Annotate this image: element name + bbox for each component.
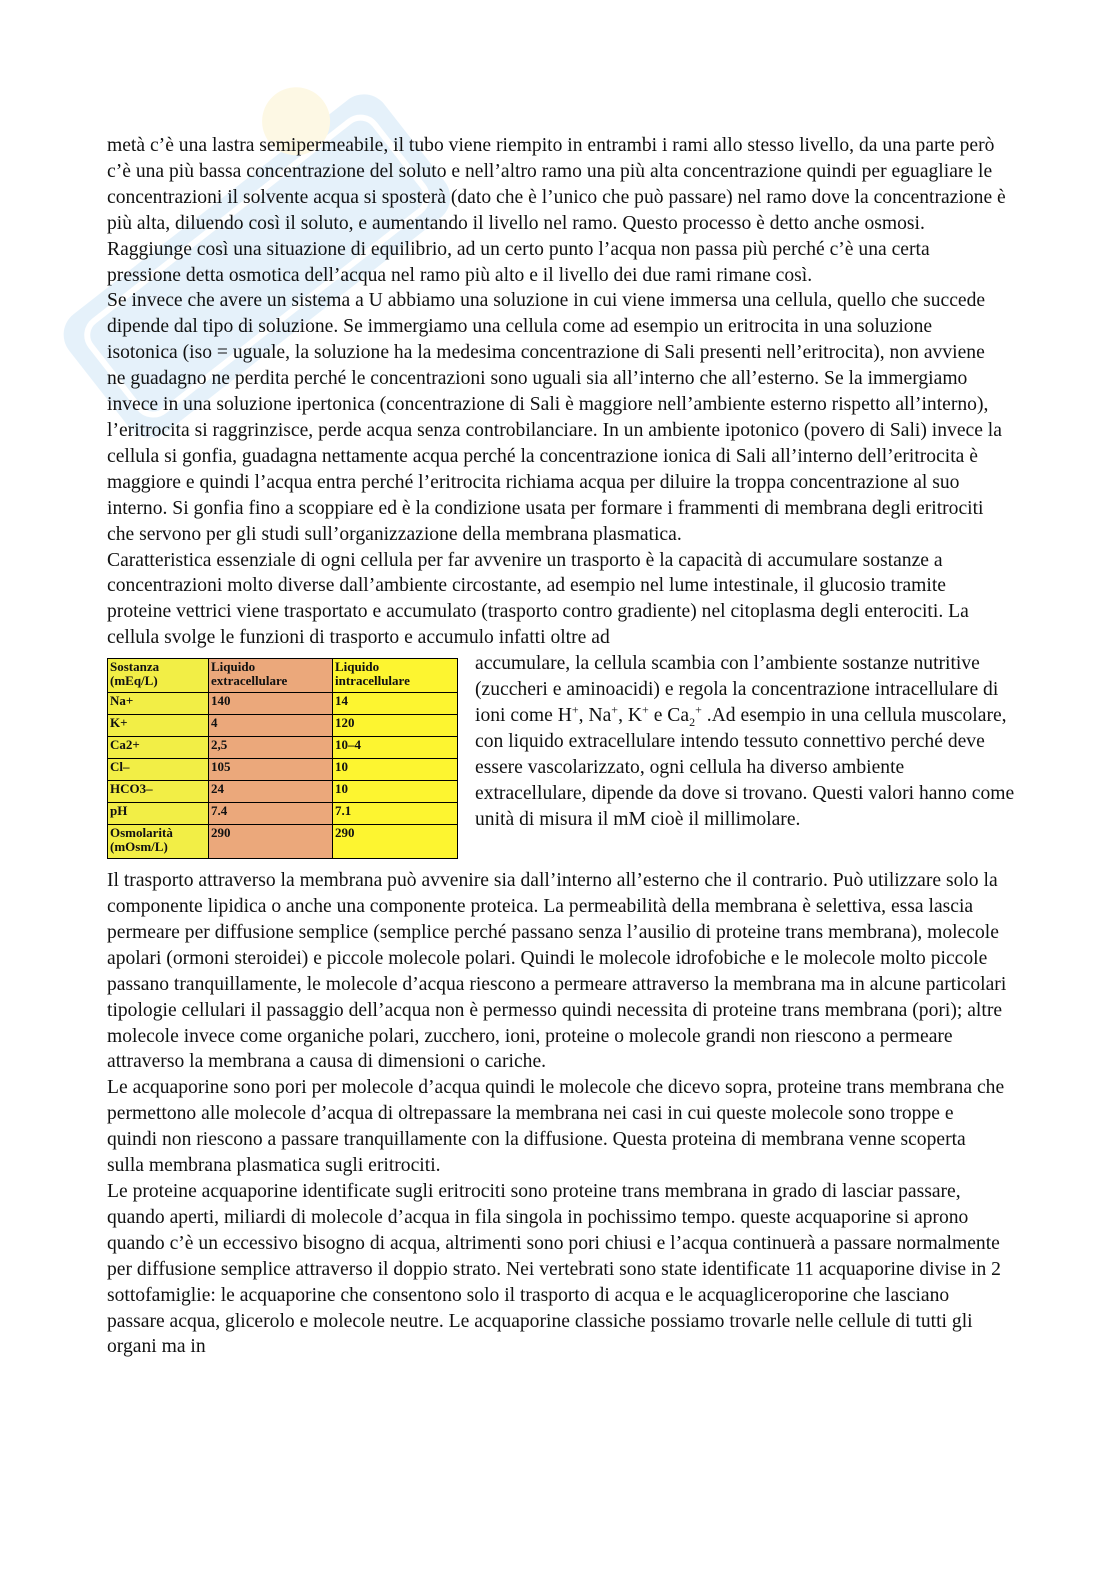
table-cell: 120 (333, 715, 458, 737)
table-row (108, 759, 458, 781)
table-cell: pH (108, 803, 209, 825)
table-cell: K+ (108, 715, 209, 737)
document-page (107, 133, 1015, 1360)
table-cell: 10 (333, 781, 458, 803)
text-segment: accumulare, la cellula scambia con l’ambiente sostanze nutritive (zuccheri e aminoacidi) e regola la concentrazione intracellulare di ioni come H (475, 653, 999, 726)
table-side-text (475, 651, 1015, 832)
table-row (108, 737, 458, 759)
table-cell: 4 (209, 715, 333, 737)
text-segment: , K (618, 704, 643, 726)
table-cell: HCO3– (108, 781, 209, 803)
table-cell: 140 (209, 693, 333, 715)
table-cell: 24 (209, 781, 333, 803)
paragraph-soluzioni: Se invece che avere un sistema a U abbiamo una soluzione in cui viene immersa una cellula, quello che succede dipende dal tipo di soluzione. Se immergiamo una cellula come ad esempio un eritrocita in una soluzione isotonica (iso = uguale, la soluzione ha la medesima concentrazione di Sali presenti nell’eritrocita), non avviene ne guadagno ne perdita perché le concentrazioni sono uguali sia all’interno che all’esterno. Se la immergiamo invece in una soluzione ipertonica (concentrazione di Sali è maggiore nell’ambiente esterno rispetto all’interno), l’eritrocita si raggrinzisce, perde acqua senza controbilanciare. In un ambiente ipotonico (povero di Sali) invece la cellula si gonfia, guadagna nettamente acqua perché la concentrazione ionica di Sali all’interno dell’eritrocita è maggiore e quindi l’acqua entra perché l’eritrocita richiama acqua per diluire la troppa concentrazione al suo interno. Si gonfia fino a scoppiare ed è la condizione usata per formare i frammenti di membrana degli eritrociti che servono per gli studi sull’organizzazione della membrana plasmatica. (107, 290, 1002, 545)
table-cell: 7.1 (333, 803, 458, 825)
table-cell: 10–4 (333, 737, 458, 759)
table-with-text (107, 651, 1015, 868)
table-cell: Cl– (108, 759, 209, 781)
superscript: + (611, 702, 619, 717)
table-row (108, 781, 458, 803)
table-cell: 290 (333, 825, 458, 859)
concentration-table (107, 658, 458, 859)
text-segment: e Ca (648, 704, 690, 726)
paragraph-acquaporine-eritrociti: Le proteine acquaporine identificate sugli eritrociti sono proteine trans membrana in grado di lasciar passare, quando aperti, miliardi di molecole d’acqua in fila singola in pochissimo tempo. queste acquaporine si aprono quando c’è un eccessivo bisogno di acqua, altrimenti sono pori chiusi e l’acqua continuerà a passare normalmente per diffusione semplice attraverso il doppio strato. Nei vertebrati sono state identificate 11 acquaporine divise in 2 sottofamiglie: le acquaporine che consentono solo il trasporto di acqua e le acquagliceroporine che lasciano passare acqua, glicerolo e molecole neutre. Le acquaporine classiche possiamo trovarle nelle cellule di tutti gli organi ma in (107, 1181, 1001, 1358)
table-cell: 14 (333, 693, 458, 715)
table-row (108, 825, 458, 859)
subscript: 2 (689, 714, 696, 729)
superscript: + (571, 702, 579, 717)
table-cell: 10 (333, 759, 458, 781)
table-header-row (108, 659, 458, 693)
table-cell: Ca2+ (108, 737, 209, 759)
table-header-cell: Liquido intracellulare (333, 659, 458, 693)
table-cell: 2,5 (209, 737, 333, 759)
table-row (108, 693, 458, 715)
paragraph-trasporto: Caratteristica essenziale di ogni cellula per far avvenire un trasporto è la capacità di accumulare sostanze a concentrazioni molto diverse dall’ambiente circostante, ad esempio nel lume intestinale, il glucosio tramite proteine vettrici viene trasportato e accumulato (trasporto contro gradiente) nel citoplasma degli enterociti. La cellula svolge le funzioni di trasporto e accumulo infatti oltre ad (107, 549, 969, 649)
table-cell: Osmolarità (mOsm/L) (108, 825, 209, 859)
text-segment: , Na (578, 704, 612, 726)
paragraph-permeabilita: Il trasporto attraverso la membrana può avvenire sia dall’interno all’esterno che il contrario. Può utilizzare solo la componente lipidica o anche una componente proteica. La permeabilità della membrana è selettiva, essa lascia permeare per diffusione semplice (semplice perché passano senza l’ausilio di proteine trans membrana), molecole apolari (ormoni steroidei) e piccole molecole polari. Quindi le molecole idrofobiche e le molecole molto piccole passano tranquillamente, le molecole d’acqua riescono a permeare attraverso la membrana ma in alcune particolari tipologie cellulari il passaggio dell’acqua non è permesso quindi necessita di proteine trans membrana (pori); altre molecole invece come organiche polari, zucchero, ioni, proteine o molecole grandi non riescono a permeare attraverso la membrana a causa di dimensioni o cariche. (107, 870, 1007, 1073)
paragraph-ioni (475, 651, 1015, 832)
table-cell: 7.4 (209, 803, 333, 825)
table-row (108, 715, 458, 737)
paragraph-osmosi: metà c’è una lastra semipermeabile, il tubo viene riempito in entrambi i rami allo stesso livello, da una parte però c’è una più bassa concentrazione del soluto e nell’altro ramo una più alta concentrazione quindi per eguagliare le concentrazioni il solvente acqua si sposterà (dato che è l’unico che può passare) nel ramo dove la concentrazione è più alta, diluendo così il soluto, e aumentando il livello nel ramo. Questo processo è detto anche osmosi. Raggiunge così una situazione di equilibrio, ad un certo punto l’acqua non passa più perché c’è una certa pressione detta osmotica dell’acqua nel ramo più alto e il livello dei due rami rimane così. (107, 135, 1006, 286)
table-cell: 290 (209, 825, 333, 859)
paragraph-acquaporine: Le acquaporine sono pori per molecole d’acqua quindi le molecole che dicevo sopra, proteine trans membrana che permettono alle molecole d’acqua di oltrepassare la membrana nei casi in cui queste molecole sono troppe e quindi non riescono a passare tranquillamente con la diffusione. Questa proteina di membrana venne scoperta sulla membrana plasmatica sugli eritrociti. (107, 1077, 1005, 1177)
table-header-cell: Liquido extracellulare (209, 659, 333, 693)
table-cell: Na+ (108, 693, 209, 715)
text-segment: .Ad esempio in una cellula muscolare, con liquido extracellulare intendo tessuto connettivo perché deve essere vascolarizzato, ogni cellula ha diverso ambiente extracellulare, dipende da dove si trovano. Questi valori hanno come unità di misura il mM cioè il millimolare. (475, 704, 1015, 830)
superscript: + (695, 702, 702, 717)
table-row (108, 803, 458, 825)
table-cell: 105 (209, 759, 333, 781)
table-header-cell: Sostanza (mEq/L) (108, 659, 209, 693)
superscript: + (642, 702, 649, 717)
